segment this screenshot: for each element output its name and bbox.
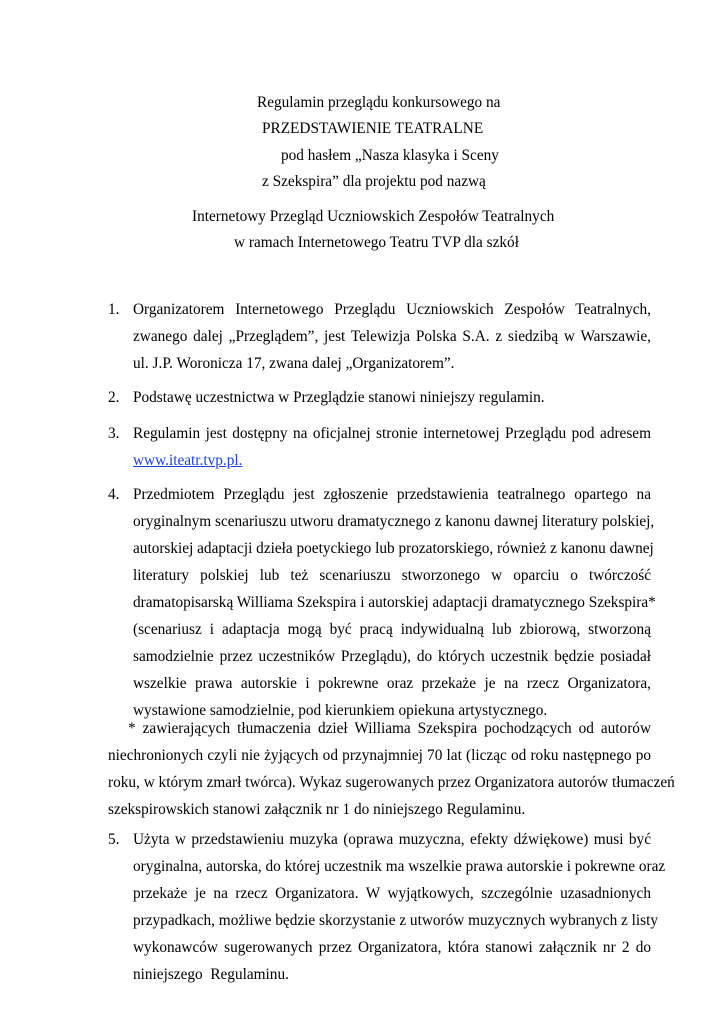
item-line: autorskiej adaptacji dzieła poetyckiego lub prozatorskiego, również z kanonu dawnej (133, 540, 654, 557)
item-number: 2. (108, 389, 120, 406)
footnote-line: * zawierających tłumaczenia dzieł Williama Szekspira pochodzących od autorów (128, 720, 651, 737)
item-text (133, 826, 666, 988)
item-line: zwanego dalej „Przeglądem”, jest Telewizja Polska S.A. z siedzibą w Warszawie, (133, 328, 651, 345)
item-line: dramatopisarską Williama Szekspira i autorskiej adaptacji dramatycznego Szekspira* (133, 594, 656, 611)
title-line-4: z Szekspira” dla projektu pod nazwą (262, 173, 486, 190)
item-text (133, 384, 651, 411)
item-line: Regulamin jest dostępny na oficjalnej stronie internetowej Przeglądu pod adresem (133, 425, 651, 442)
item-line: przekaże je na rzecz Organizatora. W wyjątkowych, szczególnie uzasadnionych (133, 885, 651, 902)
item-line: literatury polskiej lub też scenariuszu stworzonego w oparciu o twórczość (133, 567, 651, 584)
title-line-6: w ramach Internetowego Teatru TVP dla szkół (234, 234, 519, 251)
title-line-3: pod hasłem „Nasza klasyka i Sceny (281, 147, 499, 164)
item-number: 4. (108, 486, 120, 503)
item-line: wystawione samodzielnie, pod kierunkiem opiekuna artystycznego. (133, 702, 548, 719)
item-text (133, 481, 656, 724)
item-line (133, 447, 651, 474)
footnote (108, 715, 675, 823)
item-number: 1. (108, 301, 120, 318)
website-link[interactable]: www.iteatr.tvp.pl. (133, 452, 243, 469)
item-number: 5. (108, 831, 120, 848)
item-line: oryginalnym scenariuszu utworu dramatycznego z kanonu dawnej literatury polskiej, (133, 513, 655, 530)
item-line: (scenariusz i adaptacja mogą być pracą indywidualną lub zbiorową, stworzoną (133, 621, 651, 638)
item-line: oryginalna, autorska, do której uczestnik ma wszelkie prawa autorskie i pokrewne oraz (133, 858, 666, 875)
title-line-1: Regulamin przeglądu konkursowego na (257, 94, 501, 111)
item-line: Organizatorem Internetowego Przeglądu Uczniowskich Zespołów Teatralnych, (133, 301, 651, 318)
item-line: wszelkie prawa autorskie i pokrewne oraz przekaże je na rzecz Organizatora, (133, 675, 651, 692)
item-text (133, 296, 651, 377)
item-line: wykonawców sugerowanych przez Organizatora, która stanowi załącznik nr 2 do (133, 939, 651, 956)
item-line: Podstawę uczestnictwa w Przeglądzie stanowi niniejszy regulamin. (133, 389, 545, 406)
footnote-line: roku, w którym zmarł twórca). Wykaz sugerowanych przez Organizatora autorów tłumaczeń (108, 774, 675, 791)
title-line-2: PRZEDSTAWIENIE TEATRALNE (262, 120, 484, 137)
footnote-line: niechronionych czyli nie żyjących od przynajmniej 70 lat (licząc od roku następnego po (108, 747, 651, 764)
item-line: przypadkach, możliwe będzie skorzystanie z utworów muzycznych wybranych z listy (133, 912, 659, 929)
item-text (133, 420, 651, 474)
item-line: Przedmiotem Przeglądu jest zgłoszenie przedstawienia teatralnego opartego na (133, 486, 651, 503)
item-line: samodzielnie przez uczestników Przeglądu), do których uczestnik będzie posiadał (133, 648, 651, 665)
item-line: niniejszego Regulaminu. (133, 966, 289, 983)
item-number: 3. (108, 425, 120, 442)
title-line-5: Internetowy Przegląd Uczniowskich Zespołów Teatralnych (192, 208, 555, 225)
item-line: Użyta w przedstawieniu muzyka (oprawa muzyczna, efekty dźwiękowe) musi być (133, 831, 651, 848)
footnote-line: szekspirowskich stanowi załącznik nr 1 do niniejszego Regulaminu. (108, 801, 526, 818)
item-line: ul. J.P. Woronicza 17, zwana dalej „Organizatorem”. (133, 355, 455, 372)
